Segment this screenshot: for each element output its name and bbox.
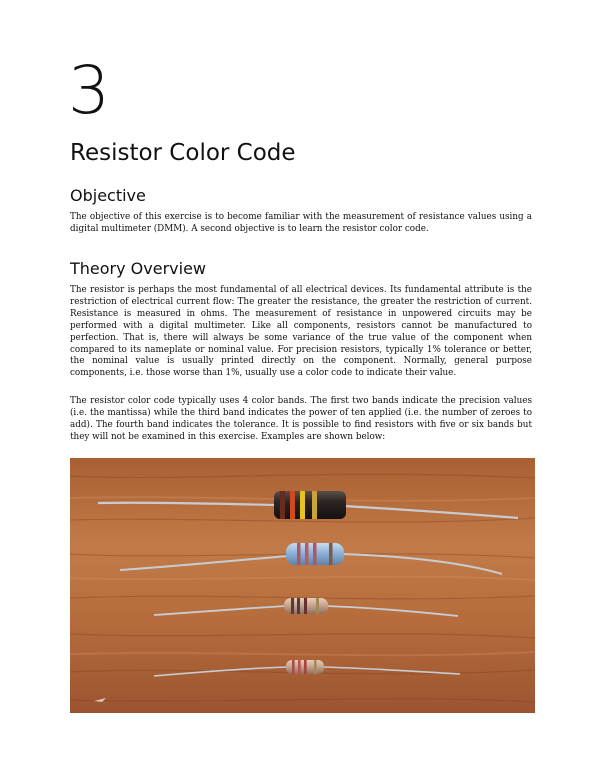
- theory-heading: Theory Overview: [70, 259, 207, 278]
- resistor-tan-medium-band-3: [304, 598, 307, 614]
- theory-paragraph-2: The resistor color code typically uses 4 color bands. The first two bands indicate the precision values (i.e. the mantissa) while the third band indicates the power of ten applied (i.e. the number of zeroes to add). The fourth band indicates the tolerance. It is possible to find resistors with five or six bands but they will not be examined in this exercise. Examples are shown below:: [70, 396, 532, 442]
- chapter-number: 3: [68, 52, 110, 129]
- resistor-black-band-2: [290, 491, 295, 519]
- objective-heading: Objective: [70, 186, 146, 205]
- resistor-tan-medium-band-1: [291, 598, 294, 614]
- objective-paragraph: The objective of this exercise is to become familiar with the measurement of resistance values using a digital multimeter (DMM). A second objective is to learn the resistor color code.: [70, 212, 532, 234]
- resistor-tan-small-band-2: [298, 660, 301, 674]
- resistor-black-band-1: [280, 491, 285, 519]
- resistor-blue-band-2: [305, 543, 309, 565]
- chapter-title: Resistor Color Code: [70, 140, 296, 166]
- resistor-blue-band-4: [329, 543, 333, 565]
- resistor-black-band-3: [300, 491, 305, 519]
- resistor-tan-medium-band-2: [297, 598, 300, 614]
- resistor-tan-medium-band-4: [316, 598, 319, 614]
- resistor-tan-small-band-1: [292, 660, 295, 674]
- resistor-tan-small-band-4: [314, 660, 317, 674]
- resistor-photo: [70, 458, 535, 713]
- resistor-black-band-4: [312, 491, 317, 519]
- resistor-blue-band-1: [297, 543, 301, 565]
- resistor-tan-small-band-3: [304, 660, 307, 674]
- resistor-blue-band-3: [313, 543, 317, 565]
- theory-paragraph-1: The resistor is perhaps the most fundamental of all electrical devices. Its fundamental attribute is the restriction of electrical current flow: The greater the resistance, the greater the restriction of current. Resistance is measured in ohms. The measurement of resistance in unpowered circuits may be performed with a digital multimeter. Like all components, resistors cannot be manufactured to perfection. That is, there will always be some variance of the true value of the component when compared to its nameplate or nominal value. For precision resistors, typically 1% tolerance or better, the nominal value is usually printed directly on the component. Normally, general purpose components, i.e. those worse than 1%, usually use a color code to indicate their value.: [70, 285, 532, 379]
